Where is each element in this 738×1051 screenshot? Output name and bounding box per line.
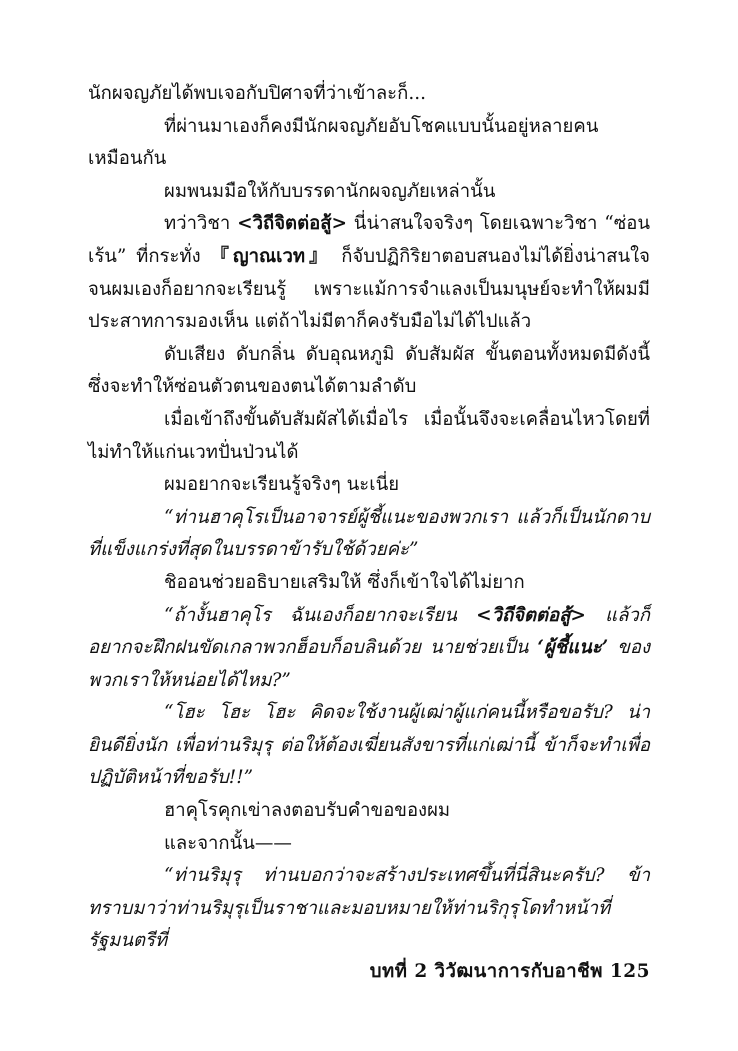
- paragraph-3-text: ผมพนมมือให้กับบรรดานักผจญภัยเหล่านั้น: [164, 180, 496, 202]
- paragraph-6-text: เมื่อเข้าถึงขั้นดับสัมผัสได้เมื่อไร เมื่อนั้นจึงจะเคลื่อนไหวโดยที่ไม่ทำให้แก่นเวทปั่นป่วนได้: [88, 408, 650, 463]
- page-number: 125: [609, 961, 650, 982]
- paragraph-4-text-a: ทว่าวิชา: [164, 213, 238, 235]
- paragraph-9-text: ชิออนช่วยอธิบายเสริมให้ ซึ่งก็เข้าใจได้ไม่ยาก: [164, 571, 525, 593]
- paragraph-8-text: “ท่านฮาคุโรเป็นอาจารย์ผู้ชี้แนะของพวกเรา แล้วก็เป็นนักดาบที่แข็งแกร่งที่สุดในบรรดาข้ารับใช้ด้วยค่ะ”: [88, 506, 650, 561]
- paragraph-12: [88, 795, 650, 828]
- paragraph-7: [88, 469, 650, 502]
- paragraph-9: [88, 567, 650, 600]
- paragraph-14-text: “ท่านริมุรุ ท่านบอกว่าจะสร้างประเทศขึ้นที่นี่สินะครับ? ข้าทราบมาว่าท่านริมุรุเป็นราชาและมอบหมายให้ท่านริกุรุโดทำหน้าที่รัฐมนตรีที่: [88, 865, 650, 952]
- paragraph-4-text-c: ก็จับปฏิกิริยาตอบสนองไม่ได้ยิ่งน่าสนใจ จนผมเองก็อยากจะเรียนรู้ เพราะแม้การจำแลงเป็นมนุษย์จะทำให้ผมมีประสาทการมองเห็น แต่ถ้าไม่มีตาก็คงรับมือไม่ได้ไปแล้ว: [88, 245, 650, 333]
- paragraph-4: [88, 208, 650, 338]
- paragraph-3: [88, 176, 650, 209]
- paragraph-1-text: นักผจญภัยได้พบเจอกับปิศาจที่ว่าเข้าละก็...: [88, 83, 426, 104]
- paragraph-11-dialog: [88, 697, 650, 795]
- mentor-title-bold: ‘ผู้ชี้แนะ’: [537, 637, 609, 659]
- paragraph-5: [88, 339, 650, 404]
- paragraph-14-dialog: [88, 860, 650, 958]
- paragraph-2-text: ที่ผ่านมาเองก็คงมีนักผจญภัยอับโชคแบบนั้นอยู่หลายคนเหมือนกัน: [88, 115, 599, 170]
- skill-name-bold: 『ญาณเวท』: [210, 245, 332, 267]
- paragraph-2: [88, 111, 650, 176]
- paragraph-1: [88, 78, 650, 111]
- technique-name-bold: <วิถีจิตต่อสู้>: [476, 604, 586, 626]
- paragraph-10-dialog: [88, 600, 650, 698]
- paragraph-7-text: ผมอยากจะเรียนรู้จริงๆ นะเนี่ย: [164, 474, 400, 496]
- book-page: [88, 78, 650, 998]
- paragraph-10-text-a: “ถ้างั้นฮาคุโร ฉันเองก็อยากจะเรียน: [164, 604, 477, 626]
- paragraph-6: [88, 404, 650, 469]
- paragraph-12-text: ฮาคุโรคุกเข่าลงตอบรับคำขอของผม: [164, 800, 451, 822]
- paragraph-10-text-c: ของพวกเราให้หน่อยได้ไหม?”: [88, 637, 650, 691]
- paragraph-5-text: ดับเสียง ดับกลิ่น ดับอุณหภูมิ ดับสัมผัส ขั้นตอนทั้งหมดมีดังนี้ ซึ่งจะทำให้ซ่อนตัวตนของตนได้ตามลำดับ: [88, 343, 650, 398]
- paragraph-8-dialog: [88, 502, 650, 567]
- paragraph-4-text-b: นี่น่าสนใจจริงๆ โดยเฉพาะวิชา “ซ่อนเร้น” ที่กระทั่ง: [88, 213, 651, 267]
- paragraph-11-text: “โฮะ โฮะ โฮะ คิดจะใช้งานผู้เฒ่าผู้แก่คนนี้หรือขอรับ? น่ายินดียิ่งนัก เพื่อท่านริมุรุ ต่อให้ต้องเฆี่ยนสังขารที่แก่เฒ่านี้ ข้าก็จะทำเพื่อปฏิบัติหน้าที่ขอรับ!!”: [88, 702, 650, 789]
- paragraph-13-text: และจากนั้น——: [164, 832, 292, 854]
- technique-name-bold: <วิถีจิตต่อสู้>: [237, 213, 347, 235]
- chapter-title: บทที่ 2 วิวัฒนาการกับอาชีพ: [369, 961, 603, 982]
- paragraph-10-text-b: แล้วก็อยากจะฝึกฝนขัดเกลาพวกฮ็อบก็อบลินด้วย นายช่วยเป็น: [88, 604, 650, 659]
- page-footer: [88, 957, 650, 987]
- paragraph-13: [88, 828, 650, 861]
